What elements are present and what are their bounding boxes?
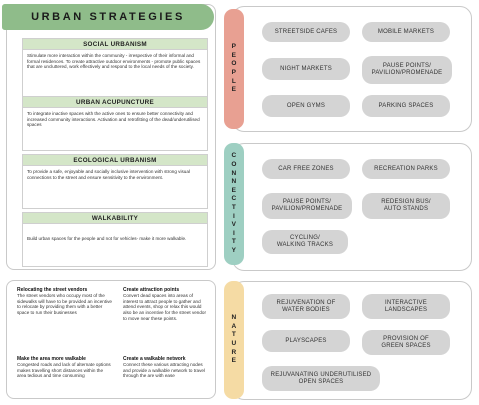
- strategy-heading: ECOLOGICAL URBANISM: [23, 155, 207, 166]
- strategy-heading: SOCIAL URBANISM: [23, 39, 207, 50]
- tag-letter: P: [231, 69, 237, 76]
- tag-letter: I: [232, 212, 236, 220]
- tag-letter: T: [231, 238, 237, 246]
- tag-letter: N: [231, 178, 237, 186]
- nature-tag: [224, 281, 244, 399]
- urban-strategies-title: URBAN STRATEGIES: [31, 11, 185, 23]
- tag-letter: E: [231, 357, 237, 365]
- tag-letter: P: [231, 43, 237, 51]
- pill-mobile-markets: MOBILE MARKETS: [362, 22, 450, 42]
- strategy-text: To integrate inactive spaces with the active ones to ensure better connectivity and increased community interactions. Activation and retrofitting of the dead/underutilised spaces: [27, 111, 200, 128]
- strategy-urban-acupuncture: [22, 96, 208, 151]
- pill-recreation-parks: RECREATION PARKS: [362, 159, 450, 179]
- tag-letter: Y: [231, 246, 237, 254]
- note-walkable-network: [123, 356, 209, 379]
- pill-provision-green-spaces: PROVISION OF GREEN SPACES: [362, 330, 450, 355]
- note-text: Connect these various attracting nodes and provide a walkable network to travel through the are with ease: [123, 362, 205, 379]
- notes-box: [6, 280, 216, 399]
- pill-pause-points: PAUSE POINTS/ PAVILION/PROMENADE: [362, 56, 452, 84]
- tag-letter: V: [231, 221, 237, 229]
- connectivity-tag: [224, 143, 244, 265]
- pill-streetside-cafes: STREETSIDE CAFES: [262, 22, 350, 42]
- strategy-heading: WALKABILITY: [23, 213, 207, 224]
- tag-letter: E: [231, 86, 237, 94]
- tag-letter: E: [231, 186, 237, 194]
- pill-car-free-zones: CAR FREE ZONES: [262, 159, 350, 179]
- pill-cycling-walking-tracks: CYCLING/ WALKING TRACKS: [262, 230, 348, 254]
- note-title: Relocating the street vendors: [17, 287, 88, 293]
- tag-letter: A: [231, 322, 237, 330]
- tag-letter: L: [231, 77, 237, 85]
- pill-redesign-bus-stands: REDESIGN BUS/ AUTO STANDS: [362, 193, 450, 219]
- strategy-text: Build urban spaces for the people and not for vehicles- make it more walkable.: [27, 236, 187, 241]
- tag-letter: C: [231, 195, 237, 203]
- strategy-walkability: [22, 212, 208, 267]
- pill-playscapes: PLAYSCAPES: [262, 330, 350, 352]
- tag-letter: T: [231, 204, 237, 211]
- strategy-ecological-urbanism: [22, 154, 208, 209]
- note-attraction-points: [123, 287, 209, 322]
- pill-interactive-landscapes: INTERACTIVE LANDSCAPES: [362, 294, 450, 319]
- note-text: Convert dead spaces into areas of interest to attract people to gather and attend events, shop or relax this would also be an incentive for the street vendor to move near these points.: [123, 293, 206, 321]
- note-title: Create attraction points: [123, 287, 180, 293]
- tag-letter: N: [231, 314, 237, 322]
- pill-pause-points: PAUSE POINTS/ PAVILION/PROMENADE: [262, 193, 352, 219]
- tag-letter: I: [232, 229, 236, 237]
- tag-letter: R: [231, 348, 237, 356]
- strategy-heading: URBAN ACUPUNCTURE: [23, 97, 207, 108]
- tag-letter: O: [231, 161, 237, 169]
- urban-strategies-title-bar: [2, 4, 214, 30]
- note-text: Congested roads and lack of alternate options makes travelling short distances within the area tedious and time consuming: [17, 362, 111, 379]
- note-walkable-area: [17, 356, 113, 379]
- strategy-social-urbanism: [22, 38, 208, 97]
- people-tag: [224, 9, 244, 129]
- pill-night-markets: NIGHT MARKETS: [262, 58, 350, 80]
- note-title: Make the area more walkable: [17, 356, 86, 362]
- note-text: The street vendors who occupy most of the sidewalks will have to be provided an incentive to relocate by providing them with a better space to run their businesses: [17, 293, 112, 316]
- note-title: Create a walkable network: [123, 356, 186, 362]
- tag-letter: N: [231, 169, 237, 177]
- strategy-text: To provide a safe, enjoyable and socially inclusive intervention with strong visual connections to the street and ensure sensitivity to the environment.: [27, 169, 190, 180]
- tag-letter: C: [231, 152, 237, 160]
- tag-letter: U: [231, 340, 237, 347]
- pill-rejuvenation-water-bodies: REJUVENATION OF WATER BODIES: [262, 294, 350, 319]
- note-relocating-vendors: [17, 287, 115, 316]
- pill-open-gyms: OPEN GYMS: [262, 95, 350, 117]
- tag-letter: E: [231, 51, 237, 59]
- tag-letter: T: [231, 331, 237, 339]
- tag-letter: O: [231, 60, 237, 68]
- strategy-text: Stimulate more interaction within the community - irrespective of their informal and formal residences. To create attractive outdoor environments - promote public spaces that are uncluttered, work effectively and respond to the local needs of the society.: [27, 53, 201, 70]
- pill-parking-spaces: PARKING SPACES: [362, 95, 450, 117]
- pill-rejuvenating-open-spaces: REJUVANATING UNDERUTILISED OPEN SPACES: [262, 366, 380, 391]
